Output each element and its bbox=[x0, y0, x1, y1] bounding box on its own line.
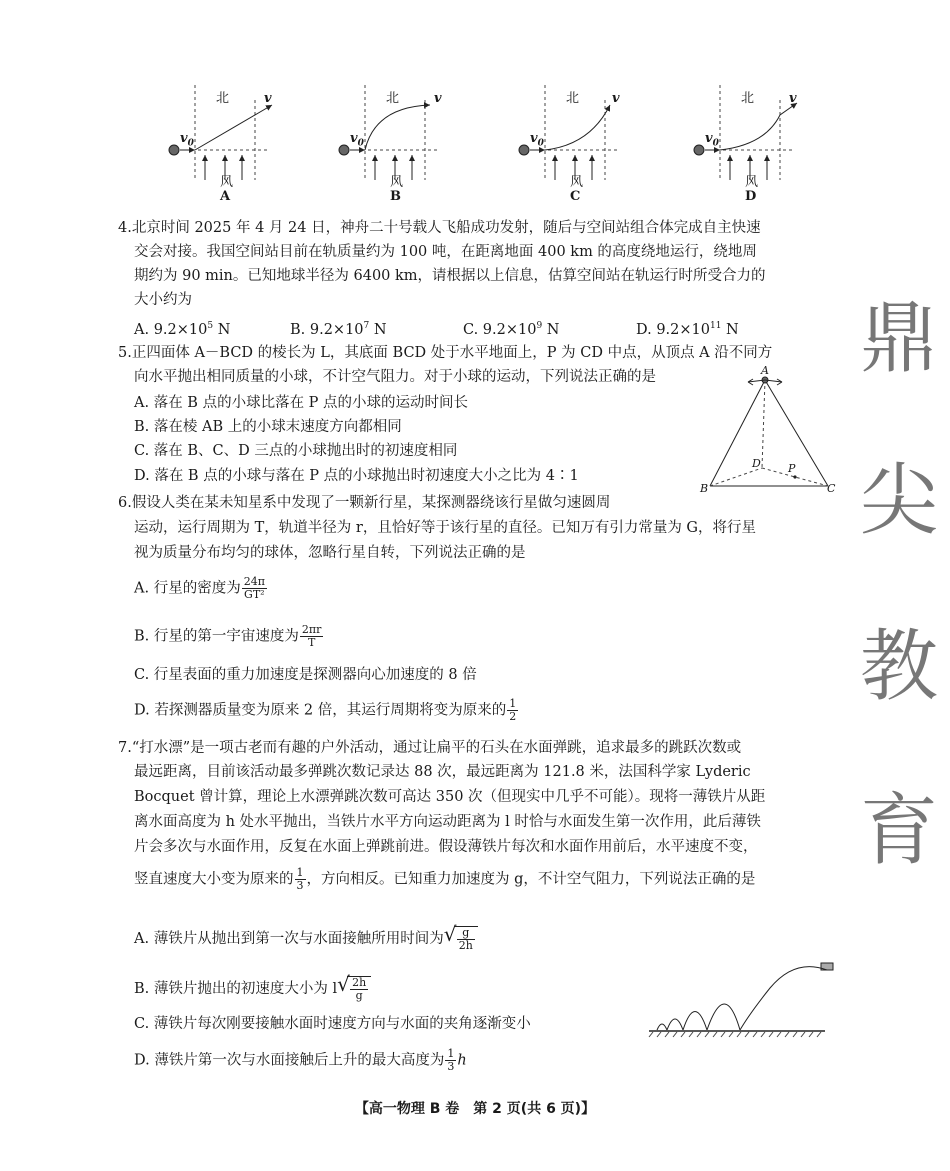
v-label: v bbox=[789, 91, 797, 106]
point-p-label: P bbox=[788, 462, 796, 475]
q6-line: 6.假设人类在某未知星系中发现了一颗新行星，某探测器绕该行星做匀速圆周 bbox=[118, 495, 611, 511]
q5-line: 向水平抛出相同质量的小球，不计空气阻力。对于小球的运动，下列说法正确的是 bbox=[134, 369, 656, 385]
q4-line: 大小约为 bbox=[134, 292, 192, 308]
q7-option-a: A. 薄铁片从抛出到第一次与水面接触所用时间为 √ $\frac{g}{2h}$ bbox=[134, 926, 478, 952]
q5-option-d: D. 落在 B 点的小球与落在 P 点的小球抛出时初速度大小之比为 4∶1 bbox=[134, 468, 579, 484]
q6-line: 视为质量分布均匀的球体，忽略行星自转，下列说法正确的是 bbox=[134, 545, 526, 561]
vertex-b-label: B bbox=[700, 482, 709, 495]
wind-label: 风 bbox=[390, 175, 404, 190]
v0-label: $v_0$ bbox=[180, 131, 194, 149]
q5-option-c: C. 落在 B、C、D 三点的小球抛出时的初速度相同 bbox=[134, 443, 458, 459]
q7-line: 7.“打水漂”是一项古老而有趣的户外活动，通过让扁平的石头在水面弹跳，追求最多的跳跃次数或 bbox=[118, 740, 742, 756]
q4-option-c: C. $9.2\times 10^9$ N bbox=[463, 321, 560, 338]
q7-line: 离水面高度为 h 处水平抛出，当铁片水平方向运动距离为 l 时恰与水面发生第一次作用，此后薄铁 bbox=[134, 814, 761, 830]
q7-option-d: D. 薄铁片第一次与水面接触后上升的最大高度为 $\frac{1}{3}$ h bbox=[134, 1047, 467, 1073]
north-label: 北 bbox=[216, 91, 230, 106]
q4-option-b: B. $9.2\times 10^7$ N bbox=[290, 321, 387, 338]
wind-label: 风 bbox=[220, 175, 234, 190]
wind-label: 风 bbox=[745, 175, 759, 190]
v0-label: $v_0$ bbox=[350, 131, 364, 149]
q5-option-b: B. 落在棱 AB 上的小球末速度方向都相同 bbox=[134, 419, 402, 435]
q6-option-c: C. 行星表面的重力加速度是探测器向心加速度的 8 倍 bbox=[134, 667, 477, 683]
wind-label: 风 bbox=[570, 175, 584, 190]
v-label: v bbox=[434, 91, 442, 106]
skipping-stone-figure bbox=[645, 958, 845, 1038]
q7-line: Bocquet 曾计算，理论上水漂弹跳次数可高达 350 次（但现实中几乎不可能）。现将一薄铁片从距 bbox=[134, 789, 766, 805]
panel-label: A bbox=[220, 189, 231, 204]
q4-option-d: D. $9.2\times 10^{11}$ N bbox=[636, 321, 739, 338]
north-label: 北 bbox=[741, 91, 755, 106]
v0-label: $v_0$ bbox=[530, 131, 544, 149]
page-footer: 【高一物理 B 卷 第 2 页(共 6 页)】 bbox=[354, 1101, 596, 1117]
q6-line: 运动，运行周期为 T，轨道半径为 r，且恰好等于该行星的直径。已知万有引力常量为 G，将行星 bbox=[134, 520, 757, 536]
q5-option-a: A. 落在 B 点的小球比落在 P 点的小球的运动时间长 bbox=[134, 395, 469, 411]
q6-option-b: B. 行星的第一宇宙速度为 $\frac{2\pi r}{T}$ bbox=[134, 623, 322, 649]
watermark-char: 教 bbox=[860, 622, 939, 712]
watermark-char: 育 bbox=[860, 786, 939, 876]
vertex-c-label: C bbox=[827, 482, 836, 495]
watermark-char: 鼎 bbox=[860, 294, 939, 384]
q7-option-c: C. 薄铁片每次刚要接触水面时速度方向与水面的夹角逐渐变小 bbox=[134, 1016, 531, 1032]
q7-option-b: B. 薄铁片抛出的初速度大小为 l √ $\frac{2h}{g}$ bbox=[134, 976, 371, 1002]
q7-line: 最远距离，目前该活动最多弹跳次数记录达 88 次，最远距离为 121.8 米，法国科学家 Lyderic bbox=[134, 764, 751, 780]
north-label: 北 bbox=[386, 91, 400, 106]
q7-line: 片会多次与水面作用，反复在水面上弹跳前进。假设薄铁片每次和水面作用前后，水平速度不变， bbox=[134, 839, 758, 855]
panel-label: D bbox=[745, 189, 757, 204]
q4-line: 期约为 90 min。已知地球半径为 6400 km，请根据以上信息，估算空间站在轨运行时所受合力的 bbox=[134, 268, 766, 284]
panel-label: B bbox=[390, 189, 401, 204]
v0-label: $v_0$ bbox=[705, 131, 719, 149]
q6-option-a: A. 行星的密度为 $\frac{24\pi}{\text{GT²}}$ bbox=[134, 575, 265, 601]
watermark-char: 尖 bbox=[860, 456, 939, 546]
vertex-a-label: A bbox=[761, 364, 769, 377]
v-label: v bbox=[264, 91, 272, 106]
north-label: 北 bbox=[566, 91, 580, 106]
q6-option-d: D. 若探测器质量变为原来 2 倍，其运行周期将变为原来的 $\frac{1}{2}$ bbox=[134, 697, 517, 723]
vertex-d-label: D bbox=[752, 457, 761, 470]
q4-option-a: A. $9.2\times 10^5$ N bbox=[134, 321, 231, 338]
q7-line: 竖直速度大小变为原来的 $\frac{1}{3}$ ，方向相反。已知重力加速度为 g，不计空气阻力，下列说法正确的是 bbox=[134, 866, 756, 892]
q5-line: 5.正四面体 A－BCD 的棱长为 L，其底面 BCD 处于水平地面上，P 为 CD 中点，从顶点 A 沿不同方 bbox=[118, 345, 773, 361]
panel-label: C bbox=[570, 189, 581, 204]
q4-line: 4.北京时间 2025 年 4 月 24 日，神舟二十号载人飞船成功发射，随后与空间站组合体完成自主快速 bbox=[118, 220, 761, 236]
q4-line: 交会对接。我国空间站目前在轨质量约为 100 吨，在距离地面 400 km 的高度绕地运行，绕地周 bbox=[134, 244, 757, 260]
v-label: v bbox=[612, 91, 620, 106]
